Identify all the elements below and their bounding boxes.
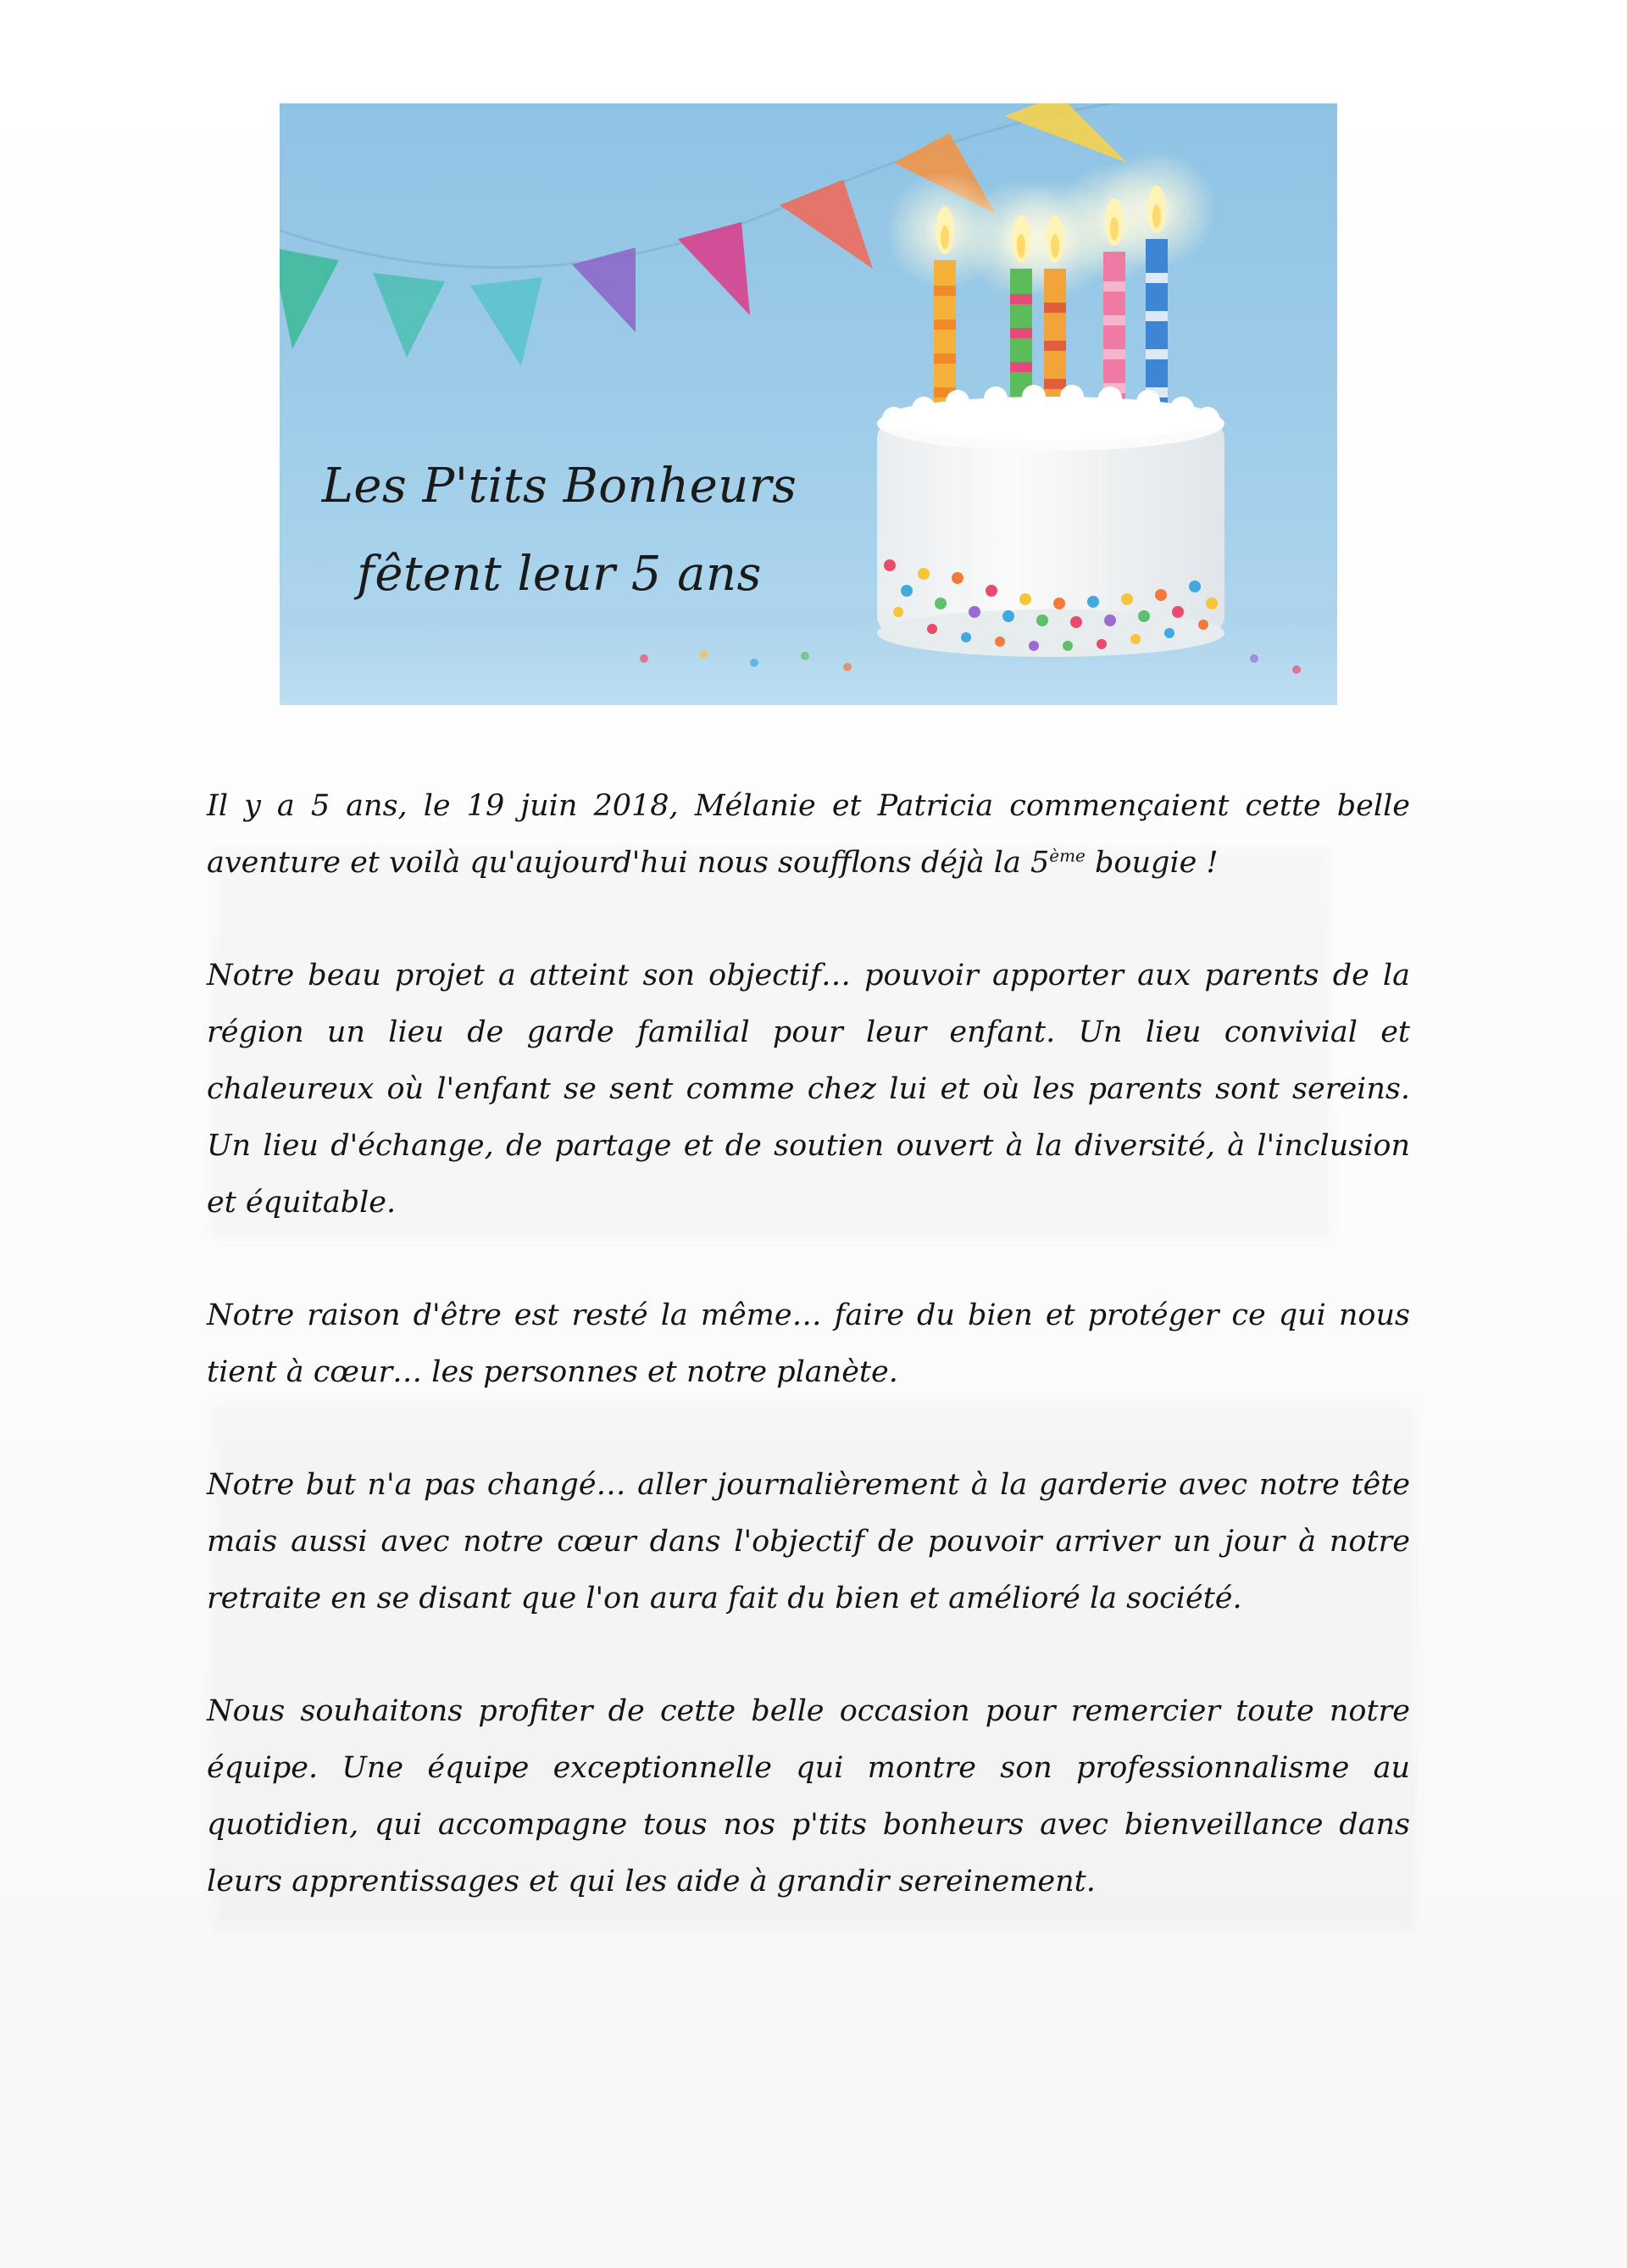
paragraph-anniversary-text: Il y a 5 ans, le 19 juin 2018, Mélanie et Patricia commençaient cette belle aventure et voilà qu'aujourd'hui nous soufflons déjà la 5: [207, 789, 1410, 880]
banner-title-line-1: Les P'tits Bonheurs: [321, 459, 797, 514]
bunting-flag: [1004, 103, 1127, 163]
bunting-flag: [470, 277, 542, 366]
banner-title-line-2: fêtent leur 5 ans: [357, 547, 762, 602]
bunting-flag: [678, 222, 750, 315]
bunting-flag: [572, 247, 636, 332]
paragraph-anniversary: [207, 778, 1410, 892]
bunting-flag: [780, 180, 873, 269]
paragraph-project: Notre beau projet a atteint son objectif… pouvoir apporter aux parents de la région un lieu de garde familial pour leur enfant. Un lieu convivial et chaleureux où l'enfant se sent comme chez lui et où les parents sont sereins. Un lieu d'échange, de partage et de soutien ouvert à la diversité, à l'inclusion et équitable.: [207, 959, 1410, 1220]
paragraph-anniversary-end: bougie !: [1085, 846, 1219, 880]
bunting-flag: [373, 273, 445, 358]
banner-title: [280, 442, 839, 619]
article-body: [207, 778, 1410, 1966]
cake: [877, 385, 1224, 657]
paragraph-thanks: Nous souhaitons profiter de cette belle occasion pour remercier toute notre équipe. Une équipe exceptionnelle qui montre son professionnalisme au quotidien, qui accompagne tous nos p'tits bonheurs avec bienveillance dans leurs apprentissages et qui les aide à grandir sereinement.: [207, 1694, 1410, 1898]
birthday-banner-image: [280, 103, 1337, 705]
ordinal-superscript: ème: [1049, 845, 1086, 866]
bunting-flag: [280, 247, 339, 349]
paragraph-purpose: Notre raison d'être est resté la même… faire du bien et protéger ce qui nous tient à cœur… les personnes et notre planète.: [207, 1298, 1410, 1389]
paragraph-goal: Notre but n'a pas changé… aller journalièrement à la garderie avec notre tête mais aussi avec notre cœur dans l'objectif de pouvoir arriver un jour à notre retraite en se disant que l'on aura fait du bien et amélioré la société.: [207, 1468, 1410, 1615]
